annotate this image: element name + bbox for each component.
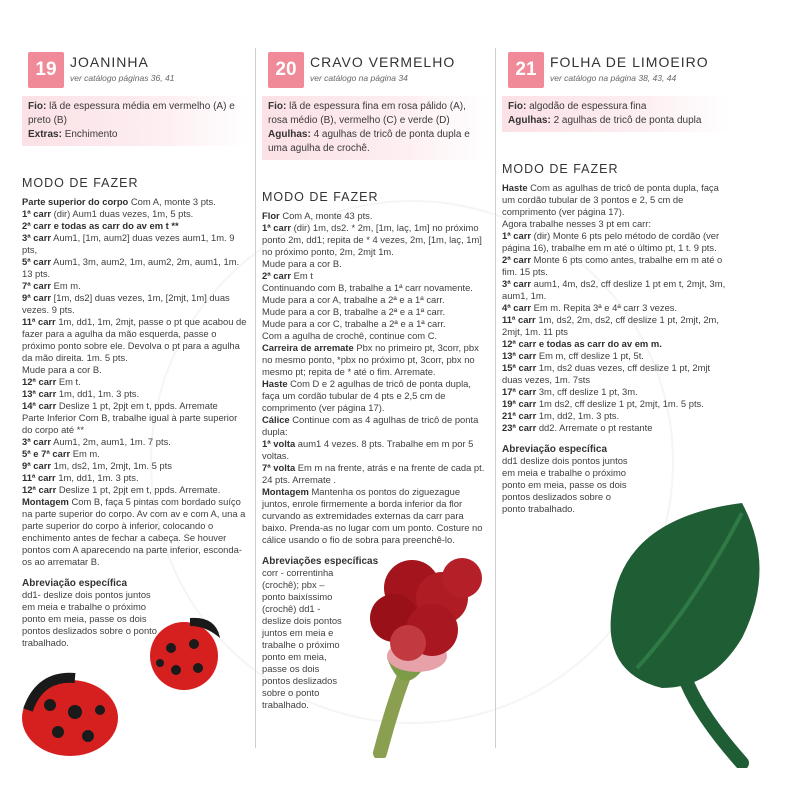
instruction-step <box>502 410 730 422</box>
instruction-step <box>22 496 250 568</box>
instruction-step <box>262 378 490 414</box>
step-label: 1ª volta <box>262 438 296 449</box>
leaf-image <box>592 498 782 768</box>
instruction-step <box>262 462 490 486</box>
materials-box <box>502 96 730 132</box>
section-subtitle: ver catálogo na página 34 <box>310 73 408 83</box>
instruction-step <box>22 376 250 388</box>
instruction-step <box>262 258 490 270</box>
instruction-step <box>502 218 730 230</box>
step-text: 1m, ds2 duas vezes, cff deslize 1 pt, 2mjt duas vezes, 1m. 7sts <box>502 362 711 385</box>
instruction-step <box>262 222 490 258</box>
instruction-step <box>262 210 490 222</box>
instruction-step <box>502 278 730 302</box>
extras-label: Extras: <box>28 129 62 140</box>
step-label: 11ª carr <box>22 472 56 483</box>
instruction-step <box>22 484 250 496</box>
instruction-step <box>502 230 730 254</box>
step-text: (dir) Aum1 duas vezes, 1m, 5 pts. <box>51 208 194 219</box>
section-title: FOLHA DE LIMOEIRO <box>550 54 709 70</box>
step-label: 12ª carr <box>22 484 57 495</box>
fio-label: Fio: <box>508 101 527 112</box>
step-label: 5ª e 7ª carr <box>22 448 71 459</box>
step-label: 11ª carr <box>502 314 536 325</box>
instruction-step <box>502 350 730 362</box>
section-subtitle: ver catálogo na página 38, 43, 44 <box>550 73 677 83</box>
instruction-step <box>262 306 490 318</box>
step-label: 2ª carr <box>502 254 532 265</box>
step-text: Aum1, 2m, aum1, 1m. 7 pts. <box>51 436 171 447</box>
fio-text: algodão de espessura fina <box>529 101 647 112</box>
step-text: (dir) Monte 6 pts pelo método de cordão (ver página 16), trabalhe em m até o último pt, 1 t. 9 pts. <box>502 230 720 253</box>
abbreviation-text: dd1 deslize dois pontos juntos em meia e trabalhe o próximo ponto em meia, passe os dois pontos deslizados sobre o ponto trabalhado. <box>502 455 628 514</box>
step-text: Com as agulhas de tricô de ponta dupla, faça um cordão tubular de 3 pontos e 2, 5 cm de comprimento (ver página 17). <box>502 182 719 217</box>
fio-text: lã de espessura média em vermelho (A) e preto (B) <box>28 101 235 126</box>
section-number-badge: 20 <box>268 52 304 88</box>
step-label: Montagem <box>22 496 69 507</box>
ladybug-image <box>146 608 226 694</box>
agulhas-label: Agulhas: <box>268 129 311 140</box>
instruction-step <box>22 316 250 364</box>
instruction-step <box>502 422 730 434</box>
step-text: Com B, faça 5 pintas com bordado suíço na parte superior do corpo. Av com av e com A, una a parte superior do corpo à inferior, colocando o enchimento antes de fechar a cabeça. Se houver pontos com A aparecendo na parte inferior, esconda-os ao arrematar B. <box>22 496 246 567</box>
instruction-step <box>22 364 250 376</box>
step-text: Com A, monte 43 pts. <box>279 210 373 221</box>
instruction-step <box>262 330 490 342</box>
step-label: 13ª carr <box>502 350 537 361</box>
step-label: 19ª carr <box>502 398 537 409</box>
instruction-step <box>502 302 730 314</box>
step-label: 14ª carr <box>22 400 57 411</box>
instruction-step <box>502 386 730 398</box>
step-text: 1m, ds2, 2m, ds2, cff deslize 1 pt, 2mjt, 2m, 2mjt, 1m. 11 pts <box>502 314 719 337</box>
step-text: Mude para a cor B. <box>22 364 102 375</box>
section-header <box>22 48 250 90</box>
step-label: Carreira de arremate <box>262 342 354 353</box>
step-label: 4ª carr <box>502 302 532 313</box>
step-label: 3ª carr <box>22 436 52 447</box>
instruction-step <box>502 254 730 278</box>
instruction-step <box>22 460 250 472</box>
instruction-step <box>502 398 730 410</box>
step-label: 5ª carr <box>22 256 52 267</box>
step-text: Mude para a cor B, trabalhe a 2ª e a 1ª carr. <box>262 306 446 317</box>
step-text: 1m ds2, cff deslize 1 pt, 2mjt, 1m. 5 pts. <box>536 398 704 409</box>
agulhas-label: Agulhas: <box>508 115 551 126</box>
step-label: 9ª carr <box>22 460 52 471</box>
step-text: Em m. <box>70 448 100 459</box>
steps-list <box>262 210 490 546</box>
step-label: Flor <box>262 210 280 221</box>
instruction-step <box>262 342 490 378</box>
section-subtitle: ver catálogo páginas 36, 41 <box>70 73 175 83</box>
instruction-step <box>262 282 490 294</box>
instruction-step <box>22 448 250 460</box>
step-text: 3m, cff deslize 1 pt, 3m. <box>536 386 638 397</box>
step-text: Deslize 1 pt, 2pjt em t, ppds. Arremate. <box>56 484 221 495</box>
abbreviation-title: Abreviações específicas <box>262 556 379 567</box>
instruction-step <box>22 196 250 208</box>
step-text: Aum1, 3m, aum2, 1m, aum2, 2m, aum1, 1m. 13 pts. <box>22 256 240 279</box>
instruction-step <box>262 270 490 282</box>
step-text: 1m, dd1, 1m. 3 pts. <box>55 472 139 483</box>
step-text: Em m. <box>51 280 81 291</box>
abbreviation-text: corr - correntinha (crochê); pbx – ponto baixíssimo (crochê) dd1 - deslize dois pontos juntos em meia e trabalhe o próximo ponto em meia, passe os dois pontos deslizados sobre o ponto trabalhado. <box>262 567 342 710</box>
step-label: 17ª carr <box>502 386 537 397</box>
step-text: Com A, monte 3 pts. <box>128 196 216 207</box>
step-text: Em t. <box>56 376 81 387</box>
section-title: JOANINHA <box>70 54 149 70</box>
step-label: Haste <box>262 378 288 389</box>
instruction-step <box>502 362 730 386</box>
step-label: 2ª carr <box>262 270 292 281</box>
steps-list <box>22 196 250 568</box>
instruction-step <box>22 400 250 412</box>
instruction-step <box>262 318 490 330</box>
step-label: 12ª carr e todas as carr do av em m. <box>502 338 662 349</box>
step-text: 1m, dd2, 1m. 3 pts. <box>536 410 620 421</box>
step-label: 13ª carr <box>22 388 57 399</box>
step-text: Continuando com B, trabalhe a 1ª carr novamente. <box>262 282 473 293</box>
step-label: 7ª carr <box>22 280 52 291</box>
extras-text: Enchimento <box>64 129 118 140</box>
step-text: Mude para a cor A, trabalhe a 2ª e a 1ª carr. <box>262 294 445 305</box>
instruction-step <box>22 232 250 256</box>
steps-list <box>502 182 730 434</box>
step-label: Montagem <box>262 486 309 497</box>
step-text: Pbx no primeiro pt, 3corr, pbx no mesmo ponto, *pbx no próximo pt, 3corr, pbx no mesmo pt; repita de * até o fim. Arremate. <box>262 342 479 377</box>
section-header <box>502 48 730 90</box>
step-text: Agora trabalhe nesses 3 pt em carr: <box>502 218 652 229</box>
abbreviation-text: dd1- deslize dois pontos juntos em meia e trabalhe o próximo ponto em meia, passe os dois pontos deslizados sobre o ponto trabalhado. <box>22 589 157 648</box>
step-label: 2ª carr e todas as carr do av em t ** <box>22 220 179 231</box>
step-text: 1m, ds2, 1m, 2mjt, 1m. 5 pts <box>51 460 172 471</box>
step-text: Mude para a cor B. <box>262 258 342 269</box>
step-text: 1m, dd1, 1m. 3 pts. <box>56 388 140 399</box>
instruction-step <box>262 294 490 306</box>
ladybug-image <box>20 670 130 760</box>
modo-heading: MODO DE FAZER <box>262 190 379 204</box>
abbreviation-title: Abreviação específica <box>502 444 608 455</box>
instruction-step <box>22 220 250 232</box>
fio-label: Fio: <box>268 101 287 112</box>
instruction-step <box>22 436 250 448</box>
abbreviation-title: Abreviação específica <box>22 578 128 589</box>
step-text: Em m, cff deslize 1 pt, 5t. <box>536 350 644 361</box>
step-label: 15ª carr <box>502 362 537 373</box>
step-text: Mantenha os pontos do ziguezague juntos, enrole firmemente a borda inferior da flor curvando as extremidades externas da carr para baixo. Prenda-as no lugar com um ponto. Costure no cálice usando o fio de sobra para preenchê-lo. <box>262 486 483 545</box>
section-title: CRAVO VERMELHO <box>310 54 456 70</box>
column-divider <box>255 48 256 748</box>
instruction-step <box>502 182 730 218</box>
instruction-step <box>22 388 250 400</box>
instruction-step <box>22 208 250 220</box>
fio-text: lã de espessura fina em rosa pálido (A), rosa médio (B), vermelho (C) e verde (D) <box>268 101 466 126</box>
step-label: 21ª carr <box>502 410 537 421</box>
step-text: Monte 6 pts como antes, trabalhe em m até o fim. 15 pts. <box>502 254 723 277</box>
step-label: 23ª carr <box>502 422 537 433</box>
materials-box <box>22 96 250 146</box>
step-text: Parte Inferior Com B, trabalhe igual à parte superior do corpo até ** <box>22 412 238 435</box>
agulhas-text: 2 agulhas de tricô de ponta dupla <box>553 115 702 126</box>
fio-label: Fio: <box>28 101 47 112</box>
section-number-badge: 19 <box>28 52 64 88</box>
instruction-step <box>262 438 490 462</box>
section-number-badge: 21 <box>508 52 544 88</box>
step-label: Cálice <box>262 414 290 425</box>
carnation-image <box>332 548 502 758</box>
step-label: 1ª carr <box>502 230 532 241</box>
step-label: 7ª volta <box>262 462 296 473</box>
step-label: 11ª carr <box>22 316 56 327</box>
step-text: 1m, dd1, 1m, 2mjt, passe o pt que acabou de fazer para a agulha da mão esquerda, passe o próximo ponto sobre ele. Devolva o pt para a agulha da mão direita. 1m. 5 pts. <box>22 316 247 363</box>
instruction-step <box>22 472 250 484</box>
step-text: Mude para a cor C, trabalhe a 2ª e a 1ª carr. <box>262 318 446 329</box>
instruction-step <box>22 412 250 436</box>
step-label: 1ª carr <box>262 222 292 233</box>
instruction-step <box>22 256 250 280</box>
instruction-step <box>262 486 490 546</box>
step-text: Continue com as 4 agulhas de tricô de ponta dupla: <box>262 414 479 437</box>
step-text: Com D e 2 agulhas de tricô de ponta dupla, faça um cordão tubular de 4 pts e 2,5 cm de comprimento (ver página 17). <box>262 378 471 413</box>
step-text: [1m, ds2] duas vezes, 1m, [2mjt, 1m] duas vezes. 9 pts. <box>22 292 230 315</box>
modo-heading: MODO DE FAZER <box>22 176 139 190</box>
step-text: dd2. Arremate o pt restante <box>536 422 653 433</box>
instruction-step <box>22 292 250 316</box>
step-text: Com a agulha de crochê, continue com C. <box>262 330 438 341</box>
step-text: Em t <box>291 270 313 281</box>
step-text: Em m. Repita 3ª e 4ª carr 3 vezes. <box>531 302 678 313</box>
step-label: Haste <box>502 182 528 193</box>
instruction-step <box>262 414 490 438</box>
step-label: 3ª carr <box>22 232 52 243</box>
instruction-step <box>502 338 730 350</box>
agulhas-text: 4 agulhas de tricô de ponta dupla e uma agulha de crochê. <box>268 129 470 154</box>
step-text: Aum1, [1m, aum2] duas vezes aum1, 1m. 9 pts, <box>22 232 235 255</box>
instruction-step <box>22 280 250 292</box>
step-text: aum1 4 vezes. 8 pts. Trabalhe em m por 5 voltas. <box>262 438 474 461</box>
step-label: 1ª carr <box>22 208 52 219</box>
step-label: 9ª carr <box>22 292 52 303</box>
step-text: (dir) 1m, ds2. * 2m, [1m, laç, 1m] no próximo ponto 2m, dd1; repita de * 4 vezes, 2m, [1m, laç, 1m] no próximo ponto, 2m, 2mjt 1m. <box>262 222 482 257</box>
materials-box <box>262 96 490 160</box>
section-header <box>262 48 490 90</box>
step-text: aum1, 4m, ds2, cff deslize 1 pt em t, 2mjt, 3m, aum1, 1m. <box>502 278 726 301</box>
step-label: 12ª carr <box>22 376 57 387</box>
step-text: Em m na frente, atrás e na frente de cada pt. 24 pts. Arremate . <box>262 462 485 485</box>
step-label: 3ª carr <box>502 278 532 289</box>
step-label: Parte superior do corpo <box>22 196 129 207</box>
instruction-step <box>502 314 730 338</box>
modo-heading: MODO DE FAZER <box>502 162 619 176</box>
step-text: Deslize 1 pt, 2pjt em t, ppds. Arremate <box>56 400 218 411</box>
